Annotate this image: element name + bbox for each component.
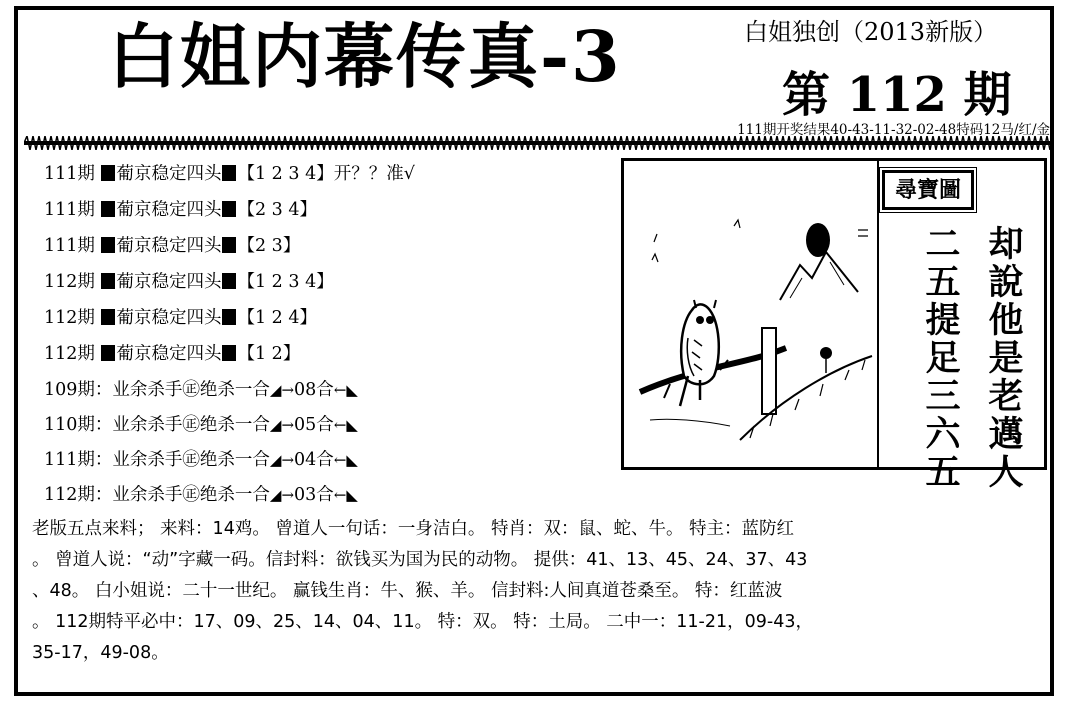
panel-divider — [877, 160, 879, 468]
tip-label: 葡京稳定四头 — [116, 164, 222, 184]
killer-row — [44, 481, 358, 506]
tip-period: 111期 — [44, 200, 95, 220]
tip-suffix: 开？？准√ — [333, 164, 415, 184]
tip-numbers: 【2 3】 — [237, 236, 301, 256]
info-line: 。 曾道人说：“动”字藏一码。信封料：欲钱买为国为民的动物。 提供：41、13、45、24、37、43 — [32, 550, 808, 570]
tip-row — [44, 160, 415, 185]
killer-text: 业余杀手㊣绝杀一合 — [112, 485, 270, 505]
info-line: 。 112期特平必中：17、09、25、14、04、11。 特：双。 特：土局。 二中一：11-21，09-43， — [32, 612, 813, 632]
tip-label: 葡京稳定四头 — [116, 344, 222, 364]
triangle-right-icon: ◢→ — [269, 381, 295, 399]
block-marker-icon — [222, 309, 236, 325]
triangle-left-icon: ←◣ — [333, 416, 358, 434]
killer-text: 业余杀手㊣绝杀一合 — [112, 380, 270, 400]
killer-result: 04合 — [294, 450, 334, 470]
killer-row — [44, 411, 358, 436]
tip-label: 葡京稳定四头 — [116, 200, 222, 220]
killer-result: 08合 — [294, 380, 334, 400]
treasure-map-seal: 尋寶圖 — [882, 170, 974, 210]
info-line: 、48。 白小姐说：二十一世纪。 赢钱生肖：牛、猴、羊。 信封料:人间真道苍桑至。 特：红蓝波 — [32, 581, 783, 601]
triangle-left-icon: ←◣ — [333, 486, 358, 504]
killer-result: 03合 — [294, 485, 334, 505]
bottom-info-block — [32, 514, 1044, 669]
block-marker-icon — [101, 309, 115, 325]
zigzag-divider — [24, 136, 1052, 150]
issue-number: 第 112 期 — [782, 67, 1012, 123]
tip-row — [44, 268, 334, 293]
tip-numbers: 【1 2 4】 — [237, 308, 318, 328]
block-marker-icon — [222, 273, 236, 289]
info-line: 老版五点来料； 来料：14鸡。 曾道人一句话：一身洁白。 特肖：双：鼠、蛇、牛。 特主：蓝防红 — [32, 519, 795, 539]
tip-numbers: 【1 2 3 4】 — [237, 164, 334, 184]
block-marker-icon — [101, 201, 115, 217]
tip-period: 112期 — [44, 308, 95, 328]
poem-line-2: 二五提足三六五 — [920, 225, 961, 491]
block-marker-icon — [101, 165, 115, 181]
tip-period: 112期 — [44, 344, 95, 364]
block-marker-icon — [222, 345, 236, 361]
block-marker-icon — [222, 201, 236, 217]
block-marker-icon — [222, 237, 236, 253]
triangle-right-icon: ◢→ — [269, 451, 295, 469]
tip-row — [44, 340, 300, 365]
killer-result: 05合 — [294, 415, 334, 435]
tip-row — [44, 304, 317, 329]
triangle-right-icon: ◢→ — [269, 486, 295, 504]
block-marker-icon — [101, 237, 115, 253]
killer-period: 110期： — [44, 415, 113, 435]
killer-row — [44, 446, 358, 471]
tip-label: 葡京稳定四头 — [116, 236, 222, 256]
tip-period: 111期 — [44, 236, 95, 256]
killer-period: 109期： — [44, 380, 113, 400]
tip-row — [44, 232, 300, 257]
tip-numbers: 【1 2】 — [237, 344, 301, 364]
killer-text: 业余杀手㊣绝杀一合 — [112, 415, 270, 435]
previous-result: 111期开奖结果40-43-11-32-02-48特码12马/红/金 — [737, 122, 1050, 138]
owl-on-branch-illustration — [630, 170, 875, 462]
poem-line-1: 却說他是老邁人 — [983, 225, 1024, 491]
killer-period: 112期： — [44, 485, 113, 505]
killer-row — [44, 376, 358, 401]
killer-text: 业余杀手㊣绝杀一合 — [112, 450, 270, 470]
tip-label: 葡京稳定四头 — [116, 308, 222, 328]
main-title: 白姐内幕传真-3 — [108, 15, 622, 98]
tip-period: 112期 — [44, 272, 95, 292]
tip-period: 111期 — [44, 164, 95, 184]
tip-numbers: 【2 3 4】 — [237, 200, 318, 220]
block-marker-icon — [101, 273, 115, 289]
edition-label: 白姐独创（2013新版） — [744, 18, 998, 46]
block-marker-icon — [101, 345, 115, 361]
info-line: 35-17，49-08。 — [32, 643, 169, 663]
killer-period: 111期： — [44, 450, 113, 470]
triangle-right-icon: ◢→ — [269, 416, 295, 434]
triangle-left-icon: ←◣ — [333, 381, 358, 399]
tip-row — [44, 196, 317, 221]
tip-label: 葡京稳定四头 — [116, 272, 222, 292]
triangle-left-icon: ←◣ — [333, 451, 358, 469]
block-marker-icon — [222, 165, 236, 181]
tip-numbers: 【1 2 3 4】 — [237, 272, 334, 292]
